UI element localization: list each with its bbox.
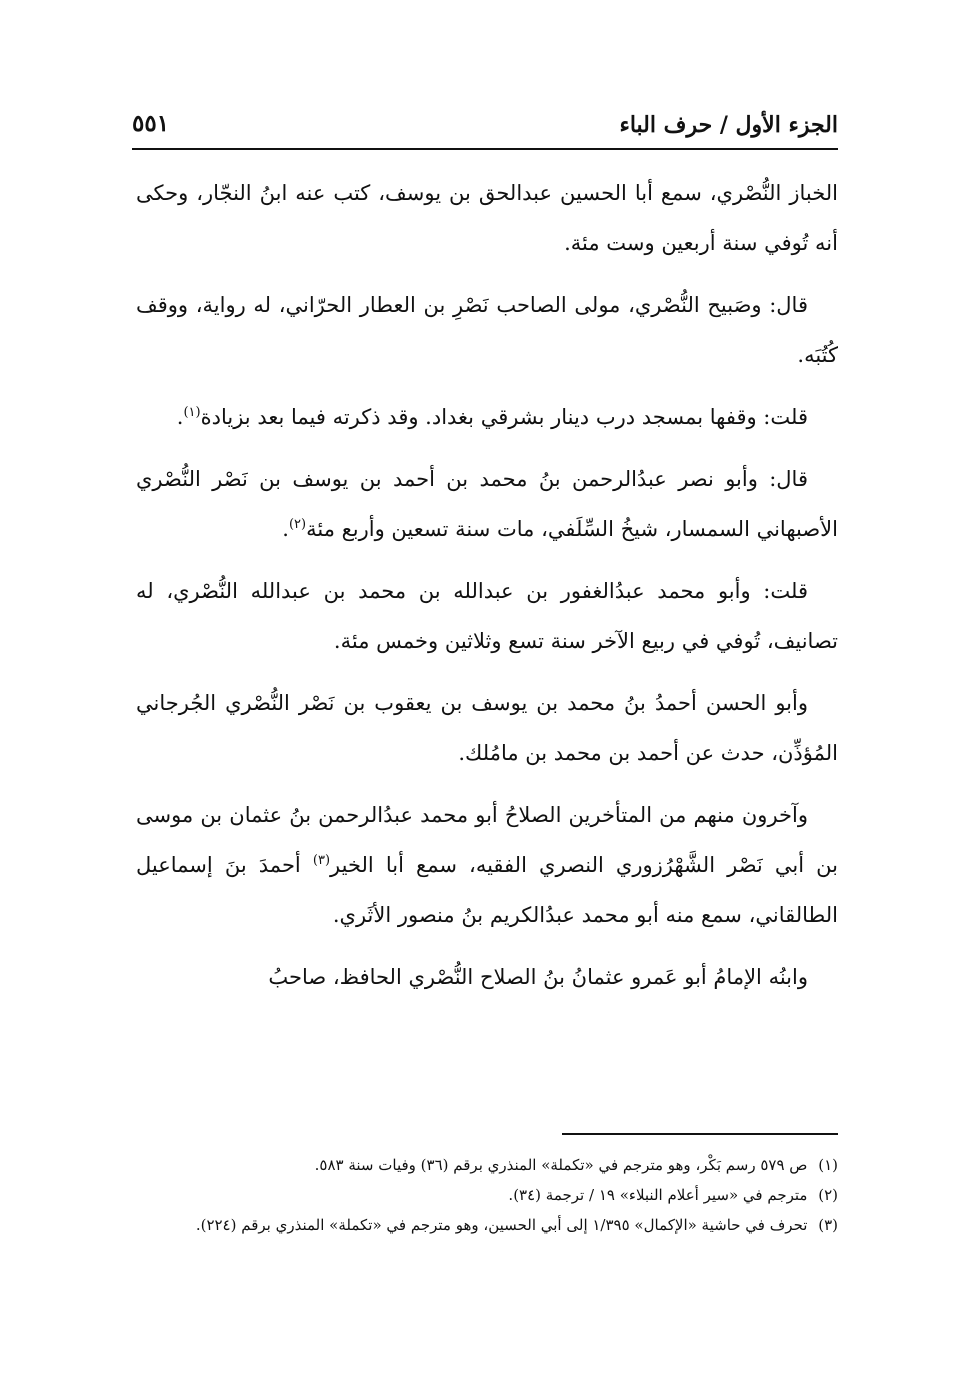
footnote (136, 1180, 838, 1210)
paragraph-text-end: . (282, 517, 289, 541)
paragraph-text: قال: وأبو نصر عبدُالرحمن بنُ محمد بن أحمد بن يوسف بن نَصْر النُّصْري الأصبهاني السمسار، شيخُ السِّلَفي، مات سنة تسعين وأربع مئة (136, 467, 838, 541)
footnote-number: (١) (818, 1156, 838, 1174)
footnote-text: تحرف في حاشية «الإكمال» ١/٣٩٥ إلى أبي الحسين، وهو مترجم في «تكملة» المنذري برقم (٢٢٤). (195, 1216, 808, 1234)
paragraph (136, 168, 838, 268)
paragraph (136, 280, 838, 380)
paragraph-text-end: . (176, 405, 184, 429)
paragraph (136, 566, 838, 666)
running-header (132, 108, 838, 148)
main-text (136, 168, 838, 1014)
footnote-text: ص ٥٧٩ رسم بَكْر، وهو مترجم في «تكملة» المنذري برقم (٣٦) وفيات سنة ٥٨٣. (314, 1156, 808, 1174)
header-divider (132, 148, 838, 150)
paragraph (136, 454, 838, 554)
footnote-divider (562, 1133, 838, 1135)
paragraph-text: قلت: وقفها بمسجد درب دينار بشرقي بغداد. وقد ذكرته فيما بعد بزيادة (200, 405, 808, 429)
footnote-number: (٢) (818, 1186, 838, 1204)
paragraph-text-end: أحمدَ بنَ إسماعيل الطالقاني، سمع منه أبو محمد عبدُالكريم بنُ منصور الأثَري. (136, 853, 838, 927)
running-head-title: الجزء الأول / حرف الباء (619, 112, 838, 138)
paragraph (136, 678, 838, 778)
paragraph-text: وآخرون منهم من المتأخرين الصلاحُ أبو محمد عبدُالرحمن بنُ عثمان بن موسى بن أبي نَصْر الشَّهْرُزوري النصري الفقيه، سمع أبا الخير (136, 803, 839, 877)
footnote-reference: (٢) (288, 517, 307, 532)
paragraph-text: قال: وصَبيح النُّصْري، مولى الصاحب نَصْرِ بن العطار الحرّاني، له رواية، ووقف كُتُبَه. (136, 293, 838, 367)
paragraph (136, 392, 838, 442)
paragraph (136, 790, 838, 940)
paragraph-text: قلت: وأبو محمد عبدُالغفور بن عبدالله بن محمد بن عبدالله النُّصْري، له تصانيف، تُوفي في ربيع الآخر سنة تسع وثلاثين وخمس مئة. (136, 579, 838, 653)
footnote-reference: (٣) (312, 853, 331, 868)
footnote-text: مترجم في «سير أعلام النبلاء» ١٩ / ترجمة (٣٤). (508, 1186, 808, 1204)
paragraph-text: وابنُه الإمامُ أبو عَمرو عثمانُ بنُ الصلاح النُّصْري الحافظ، صاحبُ (268, 965, 808, 989)
footnotes (136, 1150, 838, 1240)
footnote-reference: (١) (183, 405, 201, 420)
page-number: ٥٥١ (132, 110, 170, 137)
footnote-number: (٣) (818, 1216, 838, 1234)
paragraph-text: الخباز النُّصْري، سمع أبا الحسين عبدالحق بن يوسف، كتب عنه ابنُ النجّار، وحكى أنه تُوفي سنة أربعين وست مئة. (136, 181, 838, 255)
paragraph (136, 952, 838, 1002)
footnote (136, 1150, 838, 1180)
footnote (136, 1210, 838, 1240)
paragraph-text: وأبو الحسن أحمدُ بنُ محمد بن يوسف بن يعقوب بن نَصْر النُّصْري الجُرجاني المُؤذِّن، حدث عن أحمد بن محمد بن مامُلك. (136, 691, 838, 765)
